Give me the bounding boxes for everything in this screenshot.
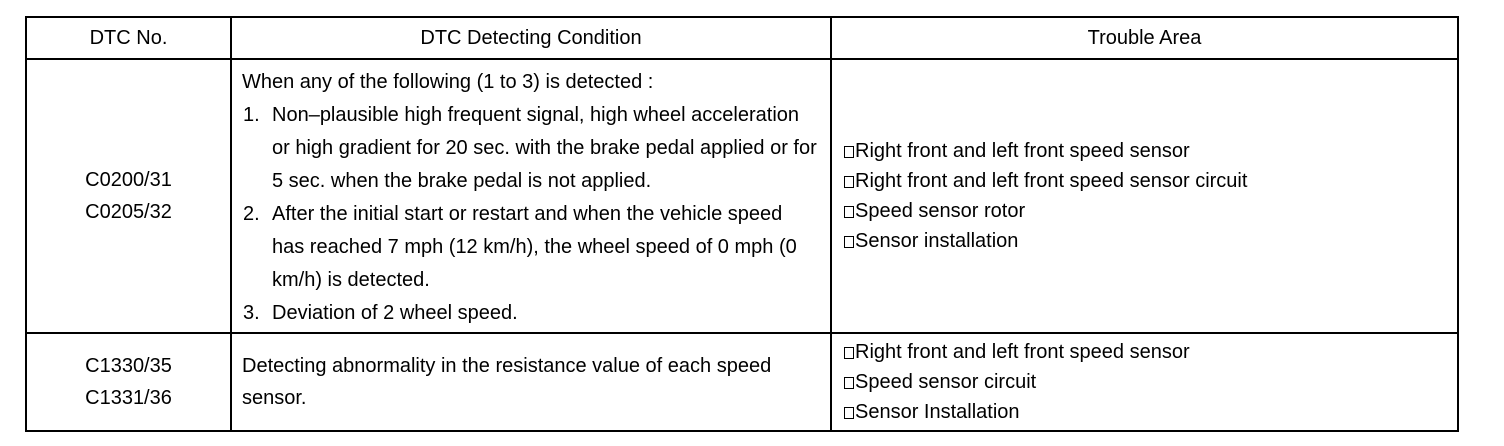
condition-text: Deviation of 2 wheel speed. <box>272 302 518 324</box>
table-row <box>26 59 1458 333</box>
dtc-code: C1331/36 <box>85 387 172 409</box>
trouble-area-text: Right front and left front speed sensor <box>855 341 1190 363</box>
dtc-code: C0200/31 <box>85 169 172 191</box>
dtc-table <box>25 16 1459 432</box>
dtc-code: C0205/32 <box>85 201 172 223</box>
header-dtc-no: DTC No. <box>26 17 231 59</box>
condition-number: 1. <box>243 104 260 126</box>
table-row <box>26 333 1458 431</box>
condition-item <box>242 297 820 330</box>
checkbox-square-icon <box>844 407 854 419</box>
checkbox-square-icon <box>844 176 854 188</box>
trouble-area-item <box>844 196 1445 226</box>
trouble-area-item <box>844 136 1445 166</box>
condition-text: Non–plausible high frequent signal, high wheel acceleration or high gradient for 20 sec. with the brake pedal applied or for 5 sec. when the brake pedal is not applied. <box>272 104 817 192</box>
trouble-area-text: Speed sensor circuit <box>855 371 1037 393</box>
header-row <box>26 17 1458 59</box>
trouble-area-cell <box>831 333 1458 431</box>
condition-number: 2. <box>243 203 260 225</box>
trouble-area-text: Right front and left front speed sensor <box>855 140 1190 162</box>
dtc-code-cell <box>26 333 231 431</box>
trouble-area-item <box>844 337 1445 367</box>
trouble-area-text: Right front and left front speed sensor circuit <box>855 170 1248 192</box>
condition-text: Detecting abnormality in the resistance value of each speed sensor. <box>242 355 772 409</box>
header-detecting-condition: DTC Detecting Condition <box>231 17 831 59</box>
trouble-area-text: Sensor installation <box>855 230 1019 252</box>
checkbox-square-icon <box>844 206 854 218</box>
trouble-area-item <box>844 397 1445 427</box>
trouble-area-item <box>844 166 1445 196</box>
condition-number: 3. <box>243 302 260 324</box>
checkbox-square-icon <box>844 377 854 389</box>
trouble-area-item <box>844 367 1445 397</box>
condition-item <box>242 99 820 198</box>
checkbox-square-icon <box>844 347 854 359</box>
dtc-code-cell <box>26 59 231 333</box>
header-trouble-area: Trouble Area <box>831 17 1458 59</box>
condition-list <box>242 99 820 330</box>
trouble-area-item <box>844 226 1445 256</box>
condition-text: After the initial start or restart and when the vehicle speed has reached 7 mph (12 km/h), the wheel speed of 0 mph (0 km/h) is detected. <box>272 203 797 291</box>
condition-intro: When any of the following (1 to 3) is detected : <box>242 71 654 93</box>
trouble-area-text: Sensor Installation <box>855 401 1020 423</box>
trouble-area-list <box>844 337 1445 427</box>
detecting-condition-cell <box>231 59 831 333</box>
condition-item <box>242 198 820 297</box>
checkbox-square-icon <box>844 236 854 248</box>
trouble-area-cell <box>831 59 1458 333</box>
trouble-area-text: Speed sensor rotor <box>855 200 1026 222</box>
detecting-condition-cell <box>231 333 831 431</box>
checkbox-square-icon <box>844 146 854 158</box>
trouble-area-list <box>844 136 1445 256</box>
dtc-code: C1330/35 <box>85 355 172 377</box>
